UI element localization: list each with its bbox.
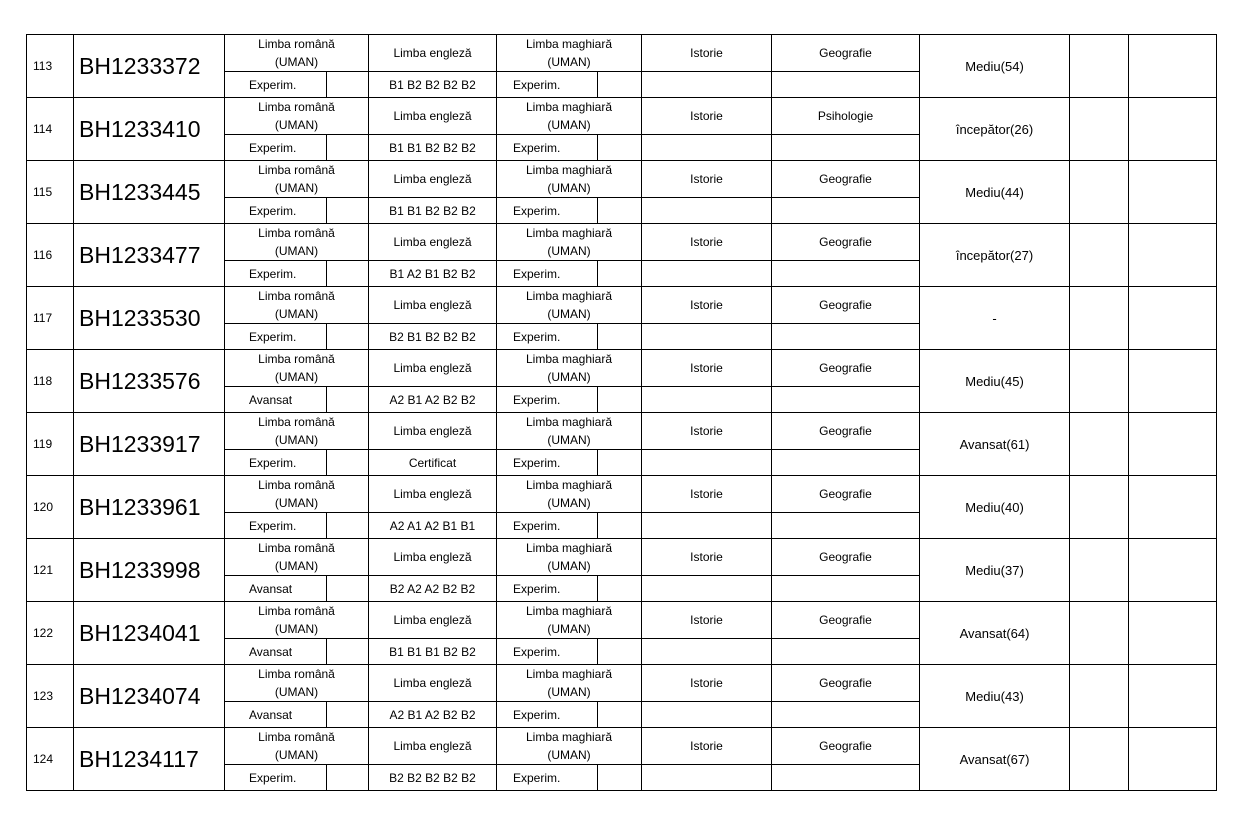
english-levels: B1 B2 B2 B2 B2	[369, 72, 497, 98]
table-row	[27, 224, 1217, 261]
subject-elective: Geografie	[772, 728, 920, 765]
hungarian-profile: (UMAN)	[547, 55, 591, 69]
table-row	[27, 602, 1217, 639]
hungarian-level: Experim.	[497, 702, 598, 728]
empty-cell	[598, 261, 642, 287]
subject-elective: Geografie	[772, 413, 920, 450]
romanian-profile: (UMAN)	[274, 496, 319, 510]
empty-cell	[642, 639, 772, 665]
digital-competence: Mediu(45)	[920, 350, 1070, 413]
empty-cell	[772, 702, 920, 728]
romanian-level: Experim.	[225, 450, 327, 476]
empty-cell	[772, 261, 920, 287]
romanian-subject: Limba română	[258, 604, 335, 618]
romanian-profile: (UMAN)	[274, 622, 319, 636]
empty-cell	[642, 765, 772, 791]
romanian-profile: (UMAN)	[274, 307, 319, 321]
romanian-subject-cell	[225, 665, 369, 702]
romanian-subject: Limba română	[258, 730, 335, 744]
english-subject: Limba engleză	[369, 728, 497, 765]
hungarian-profile: (UMAN)	[547, 748, 591, 762]
empty-cell	[327, 450, 369, 476]
hungarian-subject-cell	[497, 602, 642, 639]
hungarian-profile: (UMAN)	[547, 433, 591, 447]
hungarian-level: Experim.	[497, 639, 598, 665]
empty-cell	[327, 513, 369, 539]
empty-cell	[1129, 728, 1217, 791]
empty-cell	[642, 324, 772, 350]
table-row	[27, 539, 1217, 576]
candidate-code: BH1234041	[74, 602, 225, 665]
subject-elective: Geografie	[772, 350, 920, 387]
hungarian-profile: (UMAN)	[547, 496, 591, 510]
candidate-code: BH1233410	[74, 98, 225, 161]
empty-cell	[327, 72, 369, 98]
empty-cell	[327, 324, 369, 350]
table-row	[27, 413, 1217, 450]
empty-cell	[1129, 287, 1217, 350]
empty-cell	[1129, 35, 1217, 98]
candidate-code: BH1233998	[74, 539, 225, 602]
subject-elective: Geografie	[772, 602, 920, 639]
table-row	[27, 476, 1217, 513]
romanian-subject: Limba română	[258, 226, 335, 240]
empty-cell	[772, 765, 920, 791]
empty-cell	[642, 135, 772, 161]
empty-cell	[1129, 350, 1217, 413]
english-subject: Limba engleză	[369, 413, 497, 450]
empty-cell	[1070, 539, 1129, 602]
row-number: 113	[27, 35, 74, 98]
hungarian-level: Experim.	[497, 513, 598, 539]
empty-cell	[1070, 602, 1129, 665]
empty-cell	[1070, 728, 1129, 791]
empty-cell	[772, 513, 920, 539]
row-number: 118	[27, 350, 74, 413]
table-row	[27, 287, 1217, 324]
english-subject: Limba engleză	[369, 161, 497, 198]
empty-cell	[327, 765, 369, 791]
candidate-code: BH1233445	[74, 161, 225, 224]
hungarian-profile: (UMAN)	[547, 622, 591, 636]
subject-elective: Psihologie	[772, 98, 920, 135]
candidate-code: BH1233372	[74, 35, 225, 98]
hungarian-level: Experim.	[497, 387, 598, 413]
table-row	[27, 161, 1217, 198]
empty-cell	[327, 261, 369, 287]
hungarian-level: Experim.	[497, 324, 598, 350]
empty-cell	[772, 639, 920, 665]
romanian-subject-cell	[225, 476, 369, 513]
digital-competence: Avansat(61)	[920, 413, 1070, 476]
row-number: 123	[27, 665, 74, 728]
row-number: 119	[27, 413, 74, 476]
hungarian-subject: Limba maghiară	[525, 604, 613, 618]
candidate-code: BH1233961	[74, 476, 225, 539]
empty-cell	[1129, 602, 1217, 665]
empty-cell	[1070, 350, 1129, 413]
subject-elective: Geografie	[772, 35, 920, 72]
subject-history: Istorie	[642, 35, 772, 72]
empty-cell	[598, 198, 642, 224]
romanian-subject-cell	[225, 728, 369, 765]
hungarian-subject-cell	[497, 224, 642, 261]
hungarian-profile: (UMAN)	[547, 559, 591, 573]
digital-competence: Mediu(43)	[920, 665, 1070, 728]
empty-cell	[772, 135, 920, 161]
hungarian-subject-cell	[497, 287, 642, 324]
romanian-level: Avansat	[225, 576, 327, 602]
candidate-code: BH1234074	[74, 665, 225, 728]
romanian-profile: (UMAN)	[274, 685, 319, 699]
hungarian-level: Experim.	[497, 765, 598, 791]
empty-cell	[772, 198, 920, 224]
empty-cell	[642, 198, 772, 224]
empty-cell	[1070, 413, 1129, 476]
empty-cell	[327, 702, 369, 728]
empty-cell	[772, 450, 920, 476]
empty-cell	[1070, 665, 1129, 728]
subject-history: Istorie	[642, 539, 772, 576]
empty-cell	[598, 450, 642, 476]
results-table	[26, 34, 1217, 791]
romanian-subject-cell	[225, 413, 369, 450]
subject-history: Istorie	[642, 476, 772, 513]
english-levels: A2 A1 A2 B1 B1	[369, 513, 497, 539]
hungarian-subject-cell	[497, 413, 642, 450]
english-subject: Limba engleză	[369, 98, 497, 135]
subject-elective: Geografie	[772, 161, 920, 198]
empty-cell	[598, 135, 642, 161]
candidate-code: BH1233477	[74, 224, 225, 287]
english-levels: B1 A2 B1 B2 B2	[369, 261, 497, 287]
romanian-subject-cell	[225, 98, 369, 135]
hungarian-profile: (UMAN)	[547, 307, 591, 321]
digital-competence: Mediu(40)	[920, 476, 1070, 539]
digital-competence: Mediu(44)	[920, 161, 1070, 224]
subject-history: Istorie	[642, 98, 772, 135]
romanian-subject: Limba română	[258, 478, 335, 492]
row-number: 122	[27, 602, 74, 665]
romanian-profile: (UMAN)	[274, 433, 319, 447]
romanian-subject-cell	[225, 287, 369, 324]
empty-cell	[327, 639, 369, 665]
subject-history: Istorie	[642, 287, 772, 324]
subject-history: Istorie	[642, 161, 772, 198]
empty-cell	[642, 72, 772, 98]
empty-cell	[598, 72, 642, 98]
empty-cell	[1129, 224, 1217, 287]
candidate-code: BH1233530	[74, 287, 225, 350]
empty-cell	[1070, 35, 1129, 98]
subject-history: Istorie	[642, 728, 772, 765]
empty-cell	[327, 387, 369, 413]
hungarian-subject: Limba maghiară	[525, 415, 613, 429]
digital-competence: Avansat(64)	[920, 602, 1070, 665]
empty-cell	[1070, 98, 1129, 161]
row-number: 116	[27, 224, 74, 287]
romanian-profile: (UMAN)	[274, 244, 319, 258]
romanian-level: Experim.	[225, 135, 327, 161]
empty-cell	[1129, 413, 1217, 476]
subject-elective: Geografie	[772, 224, 920, 261]
english-subject: Limba engleză	[369, 35, 497, 72]
english-levels: B1 B1 B1 B2 B2	[369, 639, 497, 665]
hungarian-subject: Limba maghiară	[525, 226, 613, 240]
hungarian-subject: Limba maghiară	[525, 352, 613, 366]
subject-elective: Geografie	[772, 539, 920, 576]
empty-cell	[642, 387, 772, 413]
english-subject: Limba engleză	[369, 539, 497, 576]
table-body	[27, 35, 1217, 791]
hungarian-subject-cell	[497, 728, 642, 765]
english-levels: Certificat	[369, 450, 497, 476]
romanian-profile: (UMAN)	[274, 748, 319, 762]
hungarian-subject: Limba maghiară	[525, 667, 613, 681]
hungarian-profile: (UMAN)	[547, 181, 591, 195]
hungarian-profile: (UMAN)	[547, 685, 591, 699]
romanian-subject: Limba română	[258, 415, 335, 429]
romanian-subject-cell	[225, 35, 369, 72]
romanian-level: Experim.	[225, 513, 327, 539]
english-levels: A2 B1 A2 B2 B2	[369, 387, 497, 413]
romanian-subject: Limba română	[258, 289, 335, 303]
subject-history: Istorie	[642, 665, 772, 702]
subject-history: Istorie	[642, 224, 772, 261]
empty-cell	[642, 576, 772, 602]
empty-cell	[1070, 224, 1129, 287]
empty-cell	[598, 513, 642, 539]
row-number: 117	[27, 287, 74, 350]
romanian-subject: Limba română	[258, 541, 335, 555]
empty-cell	[598, 639, 642, 665]
candidate-code: BH1233576	[74, 350, 225, 413]
digital-competence: Mediu(37)	[920, 539, 1070, 602]
english-subject: Limba engleză	[369, 602, 497, 639]
romanian-level: Experim.	[225, 324, 327, 350]
romanian-subject: Limba română	[258, 163, 335, 177]
empty-cell	[327, 198, 369, 224]
candidate-code: BH1233917	[74, 413, 225, 476]
hungarian-level: Experim.	[497, 135, 598, 161]
empty-cell	[1129, 98, 1217, 161]
empty-cell	[772, 387, 920, 413]
hungarian-level: Experim.	[497, 198, 598, 224]
empty-cell	[772, 72, 920, 98]
candidate-code: BH1234117	[74, 728, 225, 791]
row-number: 124	[27, 728, 74, 791]
empty-cell	[1070, 287, 1129, 350]
hungarian-subject: Limba maghiară	[525, 478, 613, 492]
hungarian-level: Experim.	[497, 72, 598, 98]
hungarian-profile: (UMAN)	[547, 370, 591, 384]
empty-cell	[598, 702, 642, 728]
table-row	[27, 35, 1217, 72]
romanian-subject: Limba română	[258, 667, 335, 681]
table-row	[27, 350, 1217, 387]
romanian-profile: (UMAN)	[274, 559, 319, 573]
english-subject: Limba engleză	[369, 350, 497, 387]
english-levels: B1 B1 B2 B2 B2	[369, 198, 497, 224]
romanian-subject: Limba română	[258, 352, 335, 366]
digital-competence: Avansat(67)	[920, 728, 1070, 791]
empty-cell	[642, 261, 772, 287]
empty-cell	[772, 324, 920, 350]
romanian-profile: (UMAN)	[274, 181, 319, 195]
subject-history: Istorie	[642, 413, 772, 450]
english-levels: B2 A2 A2 B2 B2	[369, 576, 497, 602]
table-row	[27, 98, 1217, 135]
romanian-profile: (UMAN)	[274, 55, 319, 69]
subject-history: Istorie	[642, 602, 772, 639]
empty-cell	[327, 576, 369, 602]
hungarian-subject: Limba maghiară	[525, 100, 613, 114]
hungarian-subject-cell	[497, 161, 642, 198]
empty-cell	[642, 450, 772, 476]
subject-elective: Geografie	[772, 665, 920, 702]
english-levels: B2 B1 B2 B2 B2	[369, 324, 497, 350]
subject-elective: Geografie	[772, 287, 920, 324]
table-row	[27, 665, 1217, 702]
english-levels: B1 B1 B2 B2 B2	[369, 135, 497, 161]
hungarian-subject-cell	[497, 98, 642, 135]
romanian-subject: Limba română	[258, 100, 335, 114]
hungarian-subject-cell	[497, 350, 642, 387]
hungarian-level: Experim.	[497, 261, 598, 287]
english-subject: Limba engleză	[369, 287, 497, 324]
row-number: 114	[27, 98, 74, 161]
hungarian-subject: Limba maghiară	[525, 541, 613, 555]
hungarian-level: Experim.	[497, 450, 598, 476]
row-number: 121	[27, 539, 74, 602]
hungarian-profile: (UMAN)	[547, 244, 591, 258]
row-number: 120	[27, 476, 74, 539]
empty-cell	[598, 576, 642, 602]
empty-cell	[598, 387, 642, 413]
english-subject: Limba engleză	[369, 665, 497, 702]
romanian-level: Experim.	[225, 261, 327, 287]
romanian-level: Experim.	[225, 72, 327, 98]
empty-cell	[1129, 539, 1217, 602]
hungarian-subject-cell	[497, 35, 642, 72]
row-number: 115	[27, 161, 74, 224]
empty-cell	[1070, 161, 1129, 224]
hungarian-subject: Limba maghiară	[525, 289, 613, 303]
hungarian-subject-cell	[497, 539, 642, 576]
subject-history: Istorie	[642, 350, 772, 387]
digital-competence: începător(26)	[920, 98, 1070, 161]
subject-elective: Geografie	[772, 476, 920, 513]
empty-cell	[1129, 665, 1217, 728]
empty-cell	[1129, 161, 1217, 224]
digital-competence: Mediu(54)	[920, 35, 1070, 98]
empty-cell	[772, 576, 920, 602]
romanian-subject-cell	[225, 602, 369, 639]
hungarian-subject: Limba maghiară	[525, 163, 613, 177]
romanian-subject: Limba română	[258, 37, 335, 51]
empty-cell	[1070, 476, 1129, 539]
romanian-level: Experim.	[225, 198, 327, 224]
hungarian-level: Experim.	[497, 576, 598, 602]
english-subject: Limba engleză	[369, 224, 497, 261]
digital-competence: -	[920, 287, 1070, 350]
empty-cell	[1129, 476, 1217, 539]
romanian-subject-cell	[225, 224, 369, 261]
digital-competence: începător(27)	[920, 224, 1070, 287]
empty-cell	[642, 513, 772, 539]
empty-cell	[598, 765, 642, 791]
hungarian-subject-cell	[497, 476, 642, 513]
hungarian-subject: Limba maghiară	[525, 37, 613, 51]
empty-cell	[598, 324, 642, 350]
english-subject: Limba engleză	[369, 476, 497, 513]
hungarian-profile: (UMAN)	[547, 118, 591, 132]
english-levels: B2 B2 B2 B2 B2	[369, 765, 497, 791]
english-levels: A2 B1 A2 B2 B2	[369, 702, 497, 728]
romanian-level: Avansat	[225, 639, 327, 665]
romanian-profile: (UMAN)	[274, 118, 319, 132]
romanian-profile: (UMAN)	[274, 370, 319, 384]
romanian-subject-cell	[225, 350, 369, 387]
romanian-subject-cell	[225, 539, 369, 576]
hungarian-subject: Limba maghiară	[525, 730, 613, 744]
romanian-level: Experim.	[225, 765, 327, 791]
empty-cell	[327, 135, 369, 161]
romanian-subject-cell	[225, 161, 369, 198]
hungarian-subject-cell	[497, 665, 642, 702]
empty-cell	[642, 702, 772, 728]
romanian-level: Avansat	[225, 387, 327, 413]
romanian-level: Avansat	[225, 702, 327, 728]
table-row	[27, 728, 1217, 765]
